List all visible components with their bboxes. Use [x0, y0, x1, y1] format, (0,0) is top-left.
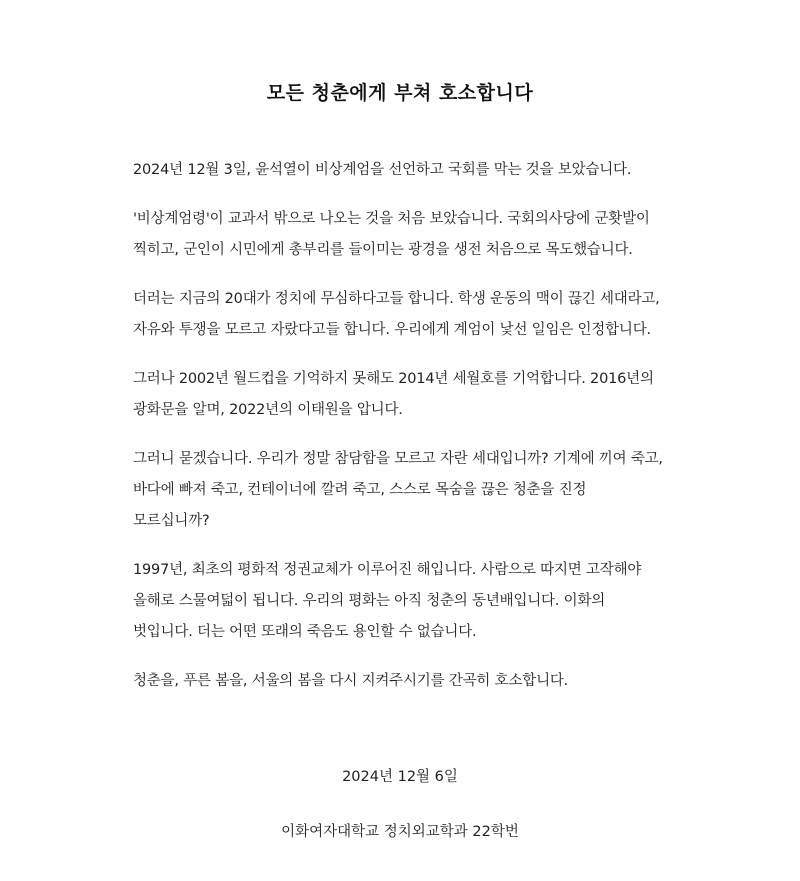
- paragraph-line: 그러니 묻겠습니다. 우리가 정말 참담함을 모르고 자란 세대입니까? 기계에 끼여 죽고,: [133, 451, 663, 467]
- page-title: 모든 청춘에게 부쳐 호소합니다: [266, 82, 534, 104]
- paragraph: [133, 364, 678, 426]
- paragraph-line: 청춘을, 푸른 봄을, 서울의 봄을 다시 지켜주시기를 간곡히 호소합니다.: [133, 673, 569, 689]
- paragraph-line: 자유와 투쟁을 모르고 자랐다고들 합니다. 우리에게 계엄이 낯선 일임은 인정합니다.: [133, 322, 651, 338]
- paragraph: [133, 204, 678, 266]
- paragraph-line: 찍히고, 군인이 시민에게 총부리를 들이미는 광경을 생전 처음으로 목도했습니다.: [133, 242, 633, 258]
- paragraph-line: 광화문을 알며, 2022년의 이태원을 압니다.: [133, 402, 403, 418]
- paragraph-line: 모르십니까?: [133, 513, 210, 529]
- paragraph: [133, 444, 678, 537]
- statement-date: 2024년 12월 6일: [342, 769, 458, 785]
- paragraph: [133, 155, 678, 186]
- paragraph-line: 더러는 지금의 20대가 정치에 무심하다고들 합니다. 학생 운동의 맥이 끊긴 세대라고,: [133, 291, 660, 307]
- paragraph-line: 1997년, 최초의 평화적 정권교체가 이루어진 해입니다. 사람으로 따지면 고작해야: [133, 562, 642, 578]
- paragraph: [133, 666, 678, 697]
- paragraph: [133, 555, 678, 648]
- paragraph: [133, 284, 678, 346]
- paragraph-line: 바다에 빠져 죽고, 컨테이너에 깔려 죽고, 스스로 목숨을 끊은 청춘을 진정: [133, 482, 587, 498]
- statement-body: [133, 155, 678, 715]
- paragraph-line: 2024년 12월 3일, 윤석열이 비상계엄을 선언하고 국회를 막는 것을 보았습니다.: [133, 162, 632, 178]
- paragraph-line: 그러나 2002년 월드컵을 기억하지 못해도 2014년 세월호를 기억합니다. 2016년의: [133, 371, 654, 387]
- paragraph-line: '비상계엄령'이 교과서 밖으로 나오는 것을 처음 보았습니다. 국회의사당에 군홧발이: [133, 211, 650, 227]
- paragraph-line: 벗입니다. 더는 어떤 또래의 죽음도 용인할 수 없습니다.: [133, 624, 477, 640]
- paragraph-line: 올해로 스물여덟이 됩니다. 우리의 평화는 아직 청춘의 동년배입니다. 이화의: [133, 593, 606, 609]
- statement-signature: 이화여자대학교 정치외교학과 22학번: [281, 824, 519, 840]
